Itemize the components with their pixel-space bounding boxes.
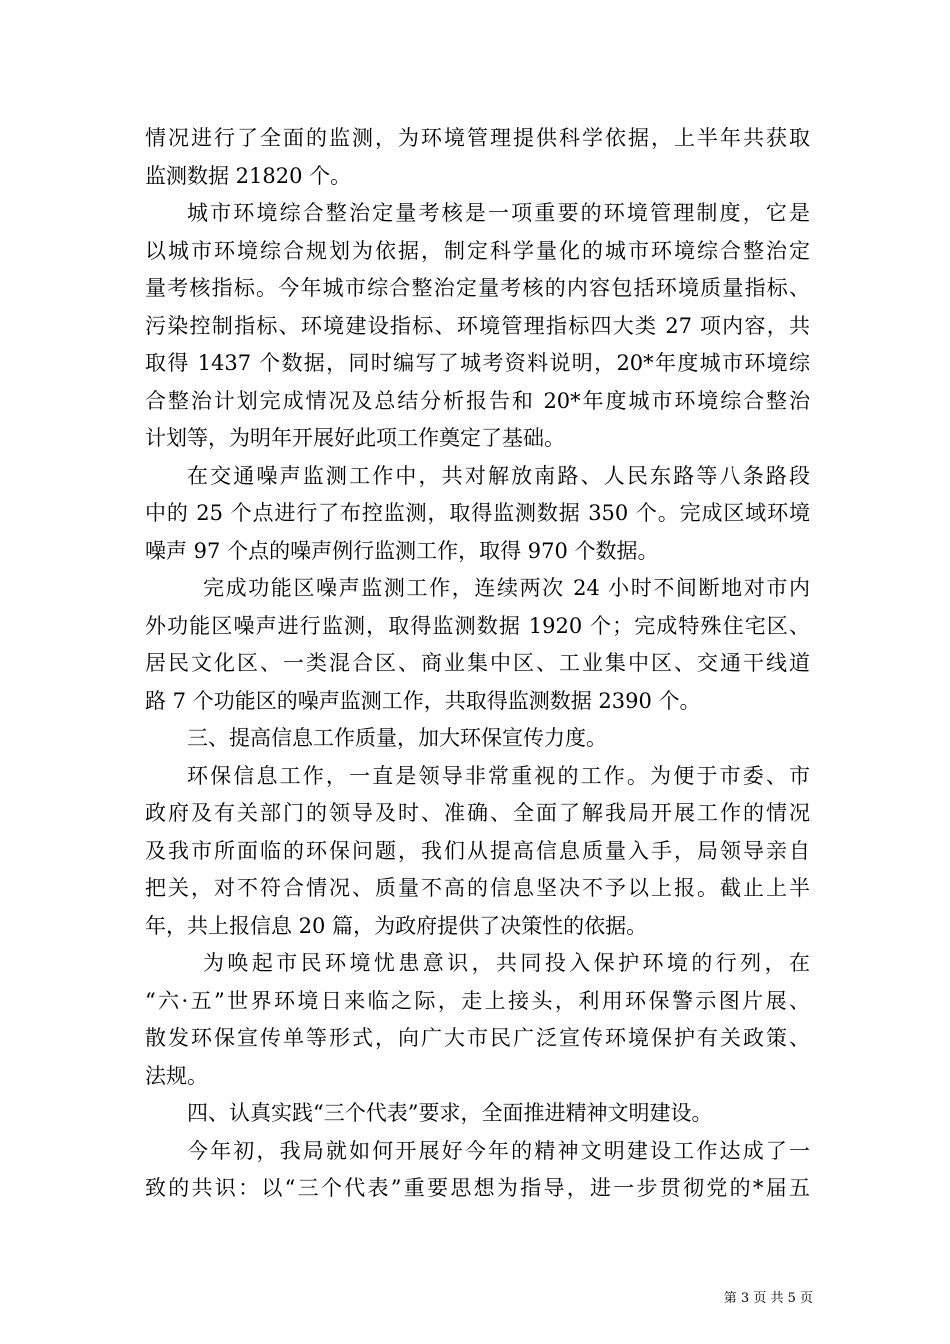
text-line: 及我市所面临的环保问题，我们从提高信息质量入手，局领导亲自 (145, 838, 810, 863)
text-line: 情况进行了全面的监测，为环境管理提供科学依据，上半年共获取 (145, 126, 810, 150)
text-line: 量考核指标。今年城市综合整治定量考核的内容包括环境质量指标、 (145, 276, 810, 300)
paragraph-start-line: 完成功能区噪声监测工作，连续两次 24 小时不间断地对市内 (203, 576, 810, 600)
paragraph-start-line: 为唤起市民环境忧患意识，共同投入保护环境的行列，在 (203, 951, 810, 975)
text-line: 取得 1437 个数据，同时编写了城考资料说明，20*年度城市环境综 (145, 351, 810, 375)
paragraph-start-line: 今年初，我局就如何开展好今年的精神文明建设工作达成了一 (187, 1138, 810, 1163)
text-line: 以城市环境综合规划为依据，制定科学量化的城市环境综合整治定 (145, 238, 810, 263)
paragraph-start-line: 城市环境综合整治定量考核是一项重要的环境管理制度，它是 (187, 201, 810, 225)
text-line: “六·五”世界环境日来临之际，走上接头，利用环保警示图片展、 (145, 988, 810, 1013)
text-line: 居民文化区、一类混合区、商业集中区、工业集中区、交通干线道 (145, 651, 810, 675)
text-line: 外功能区噪声进行监测，取得监测数据 1920 个；完成特殊住宅区、 (145, 613, 810, 638)
text-line: 监测数据 21820 个。 (145, 163, 352, 188)
paragraph-start-line: 环保信息工作，一直是领导非常重视的工作。为便于市委、市 (187, 763, 810, 788)
text-line: 路 7 个功能区的噪声监测工作，共取得监测数据 2390 个。 (145, 688, 701, 713)
section-heading: 三、提高信息工作质量，加大环保宣传力度。 (187, 726, 607, 750)
text-line: 把关，对不符合情况、质量不高的信息坚决不予以上报。截止上半 (145, 876, 810, 900)
document-body (145, 120, 810, 1208)
text-line: 污染控制指标、环境建设指标、环境管理指标四大类 27 项内容，共 (145, 313, 810, 338)
page-number-footer: 第 3 页 共 5 页 (723, 1291, 813, 1306)
text-line: 年，共上报信息 20 篇，为政府提供了决策性的依据。 (145, 913, 648, 938)
text-line: 政府及有关部门的领导及时、准确、全面了解我局开展工作的情况 (145, 801, 810, 825)
text-line: 法规。 (145, 1063, 208, 1088)
section-heading: 四、认真实践“三个代表”要求，全面推进精神文明建设。 (187, 1101, 713, 1125)
text-line: 合整治计划完成情况及总结分析报告和 20*年度城市环境综合整治 (145, 388, 810, 413)
text-line: 致的共识：以“三个代表”重要思想为指导，进一步贯彻党的*届五 (145, 1176, 810, 1200)
text-line: 噪声 97 个点的噪声例行监测工作，取得 970 个数据。 (145, 538, 659, 563)
text-line: 散发环保宣传单等形式，向广大市民广泛宣传环境保护有关政策、 (145, 1026, 810, 1050)
text-line: 计划等，为明年开展好此项工作奠定了基础。 (145, 426, 565, 450)
text-line: 中的 25 个点进行了布控监测，取得监测数据 350 个。完成区域环境 (145, 501, 810, 525)
paragraph-start-line: 在交通噪声监测工作中，共对解放南路、人民东路等八条路段 (187, 463, 810, 488)
